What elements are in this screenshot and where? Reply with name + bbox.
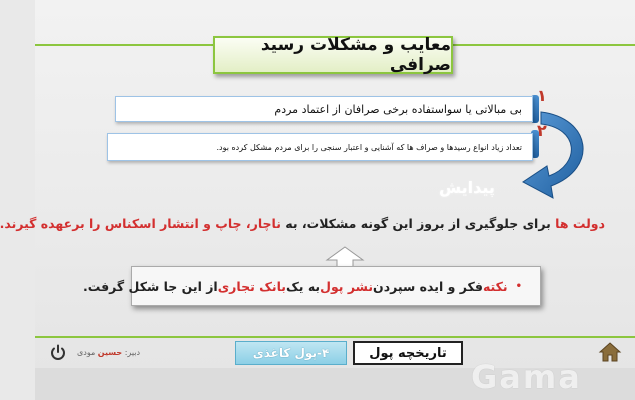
row-number: ۲ <box>537 121 547 140</box>
watermark-logo: Gama <box>471 358 582 396</box>
note-text: از این جا شکل گرفت. <box>82 278 218 294</box>
problem-row <box>107 133 533 161</box>
author-credit <box>77 348 140 357</box>
main-text: برای جلوگیری از بروز این گونه مشکلات، به <box>280 216 556 231</box>
note-label: نکته <box>482 278 508 294</box>
tab-paper-money[interactable]: ۴-پول کاغذی <box>235 341 347 365</box>
home-icon[interactable] <box>599 342 621 362</box>
main-highlight: دولت ها <box>555 216 605 231</box>
main-highlight: ناچار، چاپ و انتشار اسکناس را برعهده گیرند. <box>0 216 281 231</box>
power-icon[interactable] <box>49 344 67 362</box>
note-text: به یک <box>286 278 321 294</box>
problem-text: بی مبالاتی یا سواستفاده برخی صرافان از اعتماد مردم <box>274 102 522 116</box>
note-highlight: بانک تجاری <box>217 278 286 294</box>
bottom-divider <box>35 336 635 338</box>
tab-money-history[interactable]: تاریخچه پول <box>353 341 463 365</box>
note-text: فکر و ایده سپردن <box>373 278 483 294</box>
author-suffix: مودی <box>77 348 98 357</box>
bullet-icon: • <box>515 280 522 292</box>
problem-row <box>115 96 533 122</box>
row-number: ۱ <box>537 86 547 105</box>
curved-arrow-icon <box>521 108 601 208</box>
note-box <box>82 266 541 306</box>
main-statement <box>0 216 605 231</box>
ghost-heading: پیدایش <box>439 178 495 197</box>
note-highlight: نشر پول <box>320 278 374 294</box>
author-name: حسین <box>97 348 123 357</box>
author-prefix: دبیر: <box>122 348 141 357</box>
problem-text: تعداد زیاد انواع رسیدها و صراف ها که آشنایی و اعتبار سنجی را برای مردم مشکل کرده بود. <box>216 142 522 152</box>
slide-title: معایب و مشکلات رسید صرافی <box>213 36 453 74</box>
